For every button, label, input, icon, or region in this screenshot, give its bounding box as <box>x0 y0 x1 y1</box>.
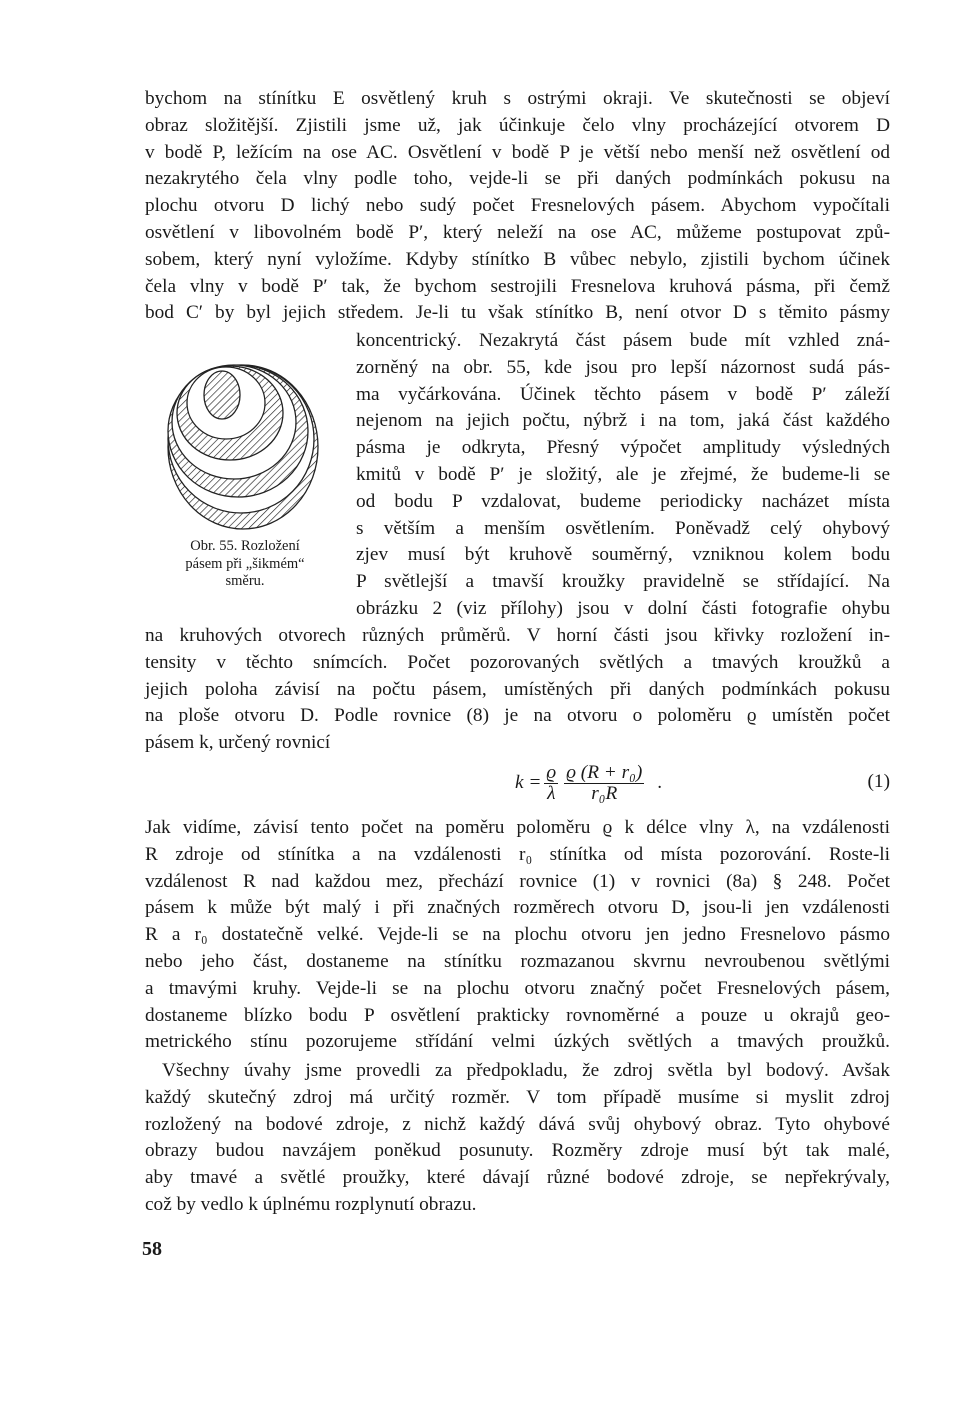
paragraph-2 <box>145 815 890 1056</box>
text-line: sobem, který nyní vyložíme. Kdyby stínítko B vůbec nebylo, zjistili bychom účinek <box>145 248 890 270</box>
text-line: metrického stínu pozorujeme střídání velmi úzkých světlých a tmavých proužků. <box>145 1031 890 1053</box>
equation-1 <box>145 758 890 808</box>
paragraph-1-wrapped-column <box>356 328 890 623</box>
text-line: R a r₀ dostatečně velké. Vejde-li se na plochu otvoru jen jedno Fresnelovo pásmo <box>145 924 890 946</box>
text-line: v bodě P, ležícím na ose AC. Osvětlení v bodě P je větší nebo menší než osvětlení od <box>145 141 890 163</box>
text-line: obrázku 2 (viz přílohy) jsou v dolní části fotografie ohybu <box>356 597 890 619</box>
equation-period: . <box>657 772 663 793</box>
text-line: každý skutečný zdroj má určitý rozměr. V tom případě musíme si myslit zdroj <box>145 1086 890 1108</box>
text-line: P světlejší a tmavší kroužky pravidelně se střídající. Na <box>356 571 890 593</box>
text-line: zorněný na obr. 55, kde jsou pro lepší názornost sudá pás- <box>356 356 890 378</box>
text-line: plochu otvoru D lichý nebo sudý počet Fresnelových pásem. Abychom vypočítali <box>145 195 890 217</box>
text-line: vzdálenost R nad každou mez, přechází rovnice (1) v rovnici (8a) § 248. Počet <box>145 870 890 892</box>
equation-number: (1) <box>867 771 890 792</box>
text-line: na kruhových otvorech různých průměrů. V horní části jsou křivky rozložení in- <box>145 625 890 646</box>
text-line: a tmavými kruhy. Vejde-li se na plochu otvoru značný počet Fresnelových pásem, <box>145 977 890 999</box>
fraction-rho-over-lambda <box>544 763 558 804</box>
text-line: na ploše otvoru D. Podle rovnice (8) je na otvoru o poloměru ϱ umístěn počet <box>145 705 890 727</box>
text-line: R zdroje od stínítka a na vzdálenosti r₀ stínítka od místa pozorování. Roste-li <box>145 843 890 865</box>
text-line: pásem k může být malý i při značných rozměrech otvoru D, jsou-li jen vzdálenosti <box>145 897 890 919</box>
caption-line: pásem při „šikmém“ <box>185 555 305 572</box>
text-line: bychom na stínítku E osvětlený kruh s ostrými okraji. Ve skutečnosti se objeví <box>145 88 890 109</box>
text-line: aby tmavé a světlé proužky, které dávají různé bodové zdroje, se nepřekrývaly, <box>145 1167 890 1189</box>
paragraph-1 <box>145 86 890 327</box>
text-line: tensity v těchto snímcích. Počet pozorovaných světlých a tmavých kroužků a <box>145 651 890 673</box>
text-line: pásem k, určený rovnicí <box>145 732 331 754</box>
text-line: pásma je odkryta, Přesný výpočet amplitudy výsledných <box>356 437 890 459</box>
text-line: jejich poloha závisí na počtu pásem, umístěných při daných podmínkách pokusu <box>145 678 890 700</box>
text-line: rozložený na bodové zdroje, z nichž každý dává svůj ohybový obraz. Tyto ohybové <box>145 1113 890 1135</box>
text-line: Jak vidíme, závisí tento počet na poměru poloměru ϱ k délce vlny λ, na vzdálenosti <box>145 817 890 838</box>
text-line: osvětlení v libovolném bodě P′, který neleží na ose AC, můžeme postupovat způ- <box>145 221 890 243</box>
text-line: čela vlny v bodě P′ tak, že bychom sestrojili Fresnelova kruhová pásma, při čemž <box>145 275 890 297</box>
figure-caption <box>150 538 340 591</box>
text-line: s větším a menším osvětlením. Poněvadž celý ohybový <box>356 517 890 539</box>
text-line: dostaneme blízko bodu P osvětlení prakticky rovnoměrné a pouze u okrajů geo- <box>145 1004 890 1026</box>
text-line: ma vyčárkována. Účinek těchto pásem v bodě P′ záleží <box>356 383 890 405</box>
text-line: zjev musí být kruhově souměrný, vzniknou kolem bodu <box>356 544 890 566</box>
denominator: r₀R <box>591 782 618 804</box>
text-line: bod C′ by byl jejich středem. Je-li tu však stínítko B, není otvor D s těmito pásmy <box>145 302 890 324</box>
paragraph-1-continued <box>145 623 890 757</box>
text-line: nebo jeho část, dostaneme na stínítku rozmazanou skvrnu nevroubenou světlými <box>145 950 890 972</box>
paragraph-3 <box>145 1058 890 1219</box>
text-line: kmitů v bodě P′ je složitý, ale je zřejmé, že budeme-li se <box>356 463 890 485</box>
text-line: což by vedlo k úplnému rozplynutí obrazu. <box>145 1193 477 1215</box>
equation-lhs: k = <box>515 772 542 793</box>
text-line: nejenom na jejich počtu, nýbrž i na tom, jaká část každého <box>356 410 890 432</box>
numerator: ϱ <box>546 761 557 783</box>
caption-line: směru. <box>225 573 265 589</box>
text-line: koncentrický. Nezakrytá část pásem bude mít vzhled zná- <box>356 330 890 351</box>
page-number: 58 <box>142 1238 162 1260</box>
text-line: Všechny úvahy jsme provedli za předpokladu, že zdroj světla byl bodový. Avšak <box>162 1060 890 1081</box>
denominator: λ <box>547 782 556 804</box>
fraction-distance <box>564 763 644 804</box>
text-line: nezakrytého čela vlny podle toho, vejde-li se při daných podmínkách pokusu na <box>145 168 890 190</box>
caption-line: Obr. 55. Rozložení <box>190 538 300 554</box>
text-line: od bodu P vzdalovat, budeme periodicky nacházet místa <box>356 490 890 512</box>
text-line: obrazy budou navzájem poněkud posunuty. Rozměry zdroje musí být tak malé, <box>145 1140 890 1162</box>
numerator: ϱ (R + r₀) <box>566 761 643 783</box>
text-line: obraz složitější. Zjistili jsme už, jak účinkuje čelo vlny procházející otvorem D <box>145 114 890 136</box>
figure-55-fresnel-zones <box>160 355 330 533</box>
